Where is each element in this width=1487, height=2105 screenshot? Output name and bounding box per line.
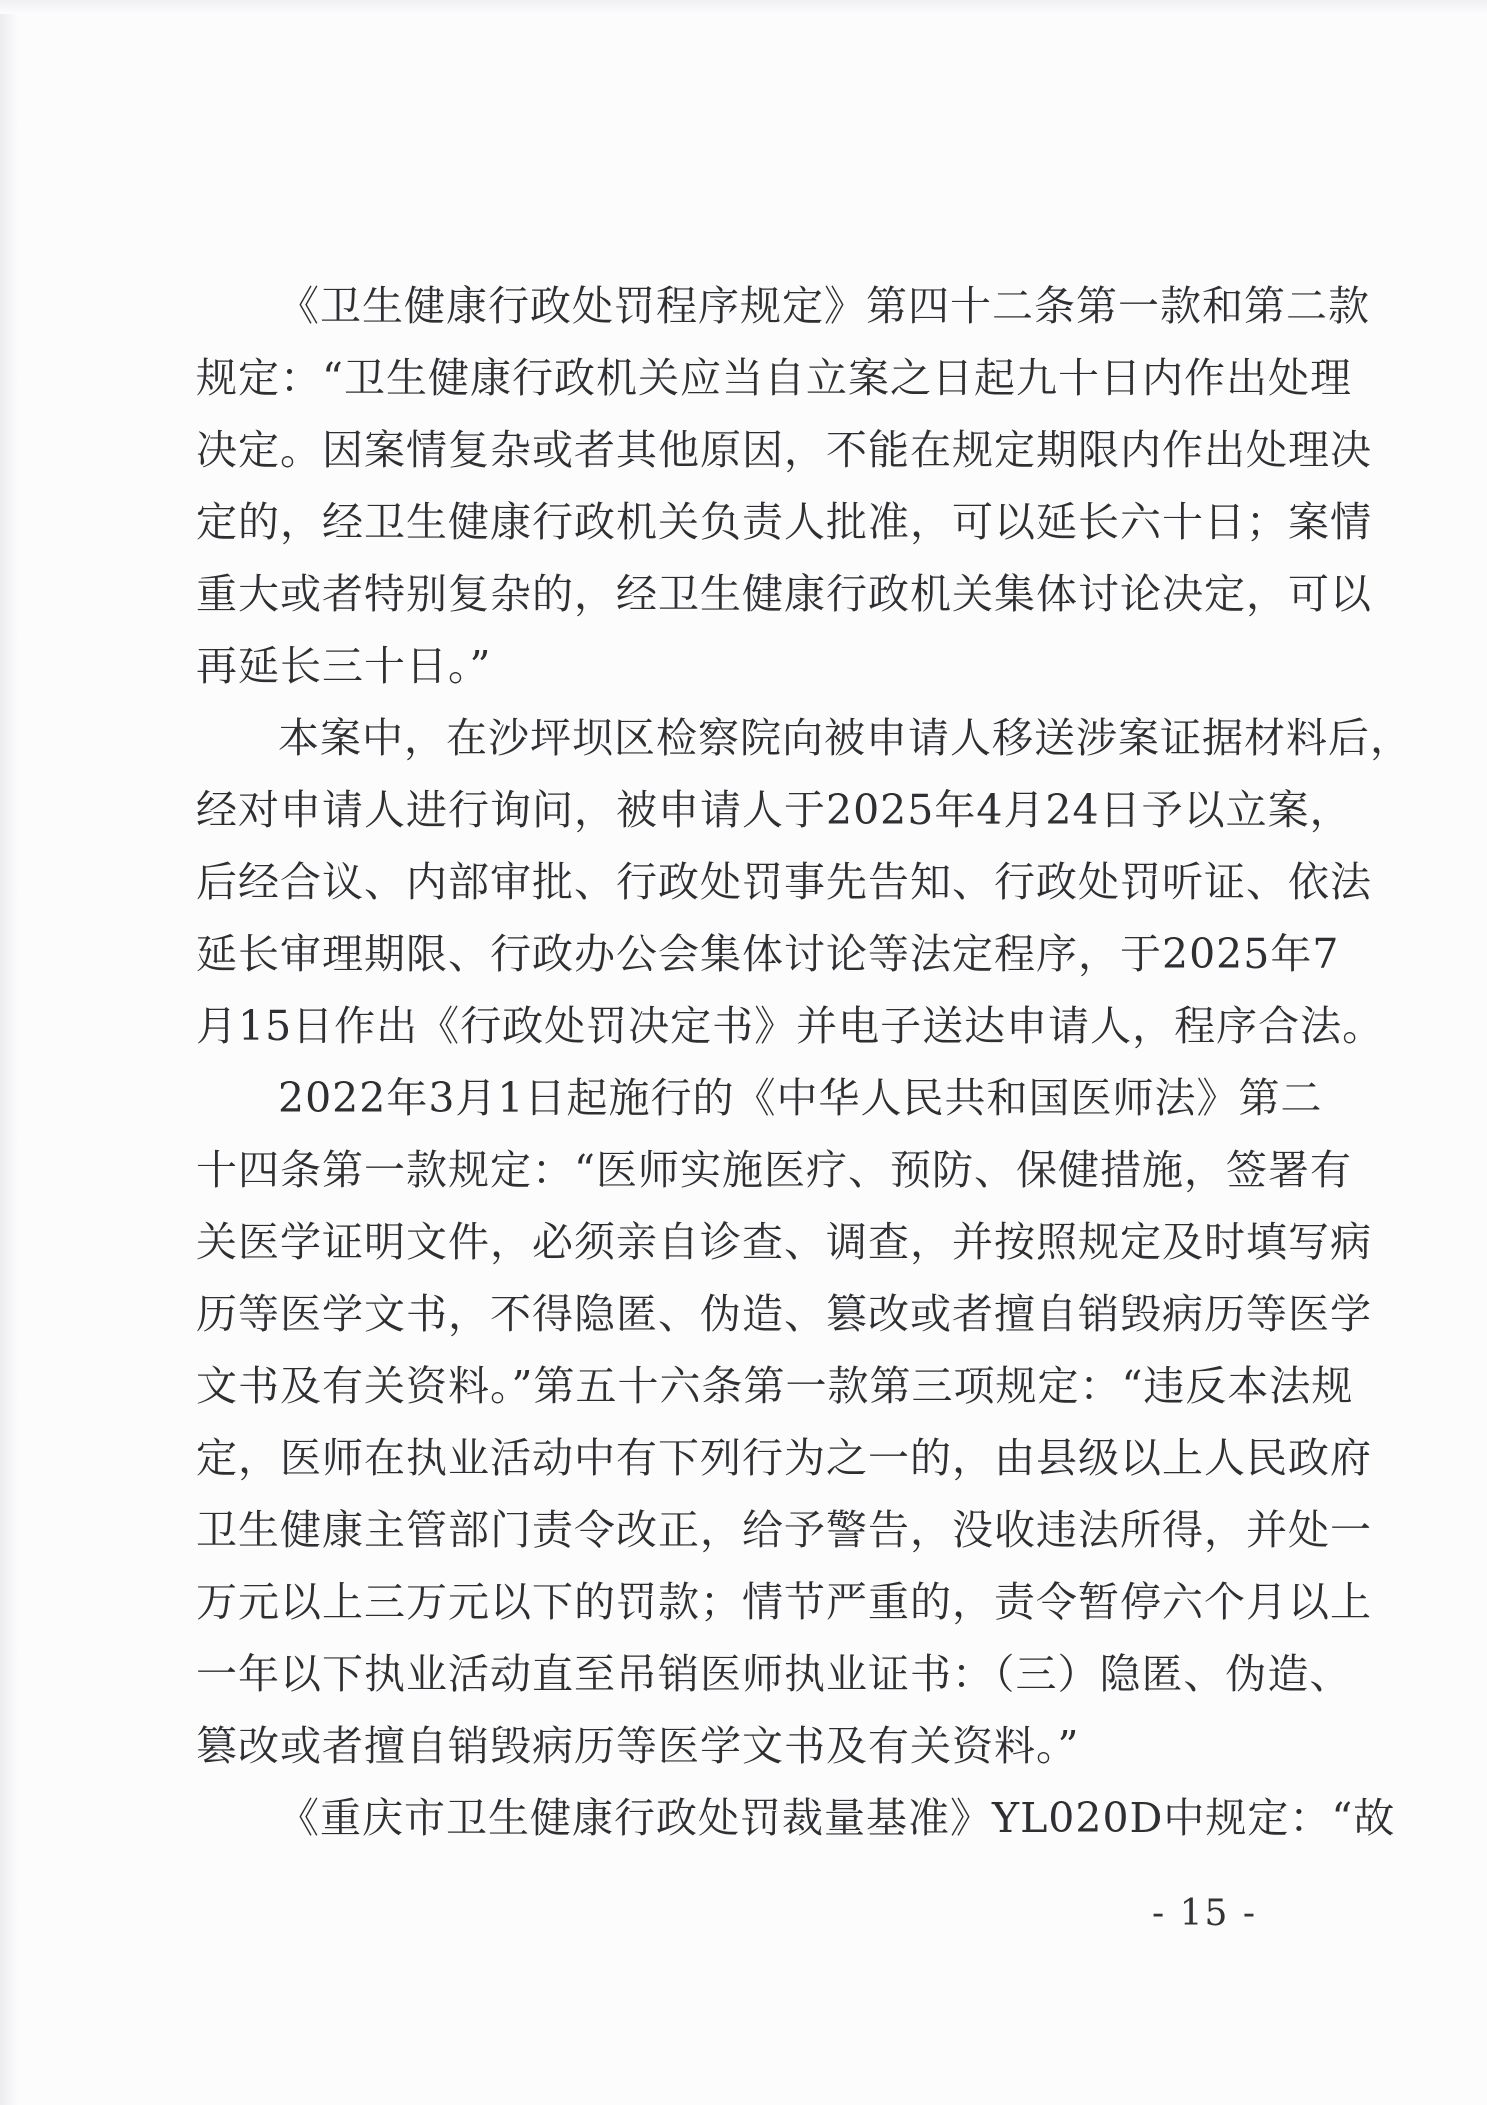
text-line: 万元以上三万元以下的罚款；情节严重的，责令暂停六个月以上: [196, 1578, 1372, 1626]
text-line: 决定。因案情复杂或者其他原因，不能在规定期限内作出处理决: [196, 426, 1372, 474]
text-line: 本案中，在沙坪坝区检察院向被申请人移送涉案证据材料后，: [278, 714, 1412, 762]
paragraph-case-procedure: [196, 702, 1412, 1062]
text-line: 定，医师在执业活动中有下列行为之一的，由县级以上人民政府: [196, 1434, 1372, 1482]
text-line: 规定：“卫生健康行政机关应当自立案之日起九十日内作出处理: [196, 354, 1352, 402]
text-line: 篡改或者擅自销毁病历等医学文书及有关资料。”: [196, 1722, 1080, 1770]
text-line: 定的，经卫生健康行政机关负责人批准，可以延长六十日；案情: [196, 498, 1372, 546]
paragraph-discretion-standard: [196, 1782, 1396, 1854]
text-line: 再延长三十日。”: [196, 642, 492, 690]
text-line: 延长审理期限、行政办公会集体讨论等法定程序，于2025年7: [196, 930, 1340, 978]
scan-shadow-top: [0, 0, 1487, 14]
text-line: 十四条第一款规定：“医师实施医疗、预防、保健措施，签署有: [196, 1146, 1352, 1194]
page-number: - 15 -: [1152, 1893, 1258, 1934]
paragraph-physician-law: [196, 1062, 1372, 1782]
text-line: 《重庆市卫生健康行政处罚裁量基准》YL020D中规定：“故: [278, 1794, 1396, 1842]
text-line: 卫生健康主管部门责令改正，给予警告，没收违法所得，并处一: [196, 1506, 1372, 1554]
text-line: 文书及有关资料。”第五十六条第一款第三项规定：“违反本法规: [196, 1362, 1354, 1410]
text-line: 历等医学文书，不得隐匿、伪造、篡改或者擅自销毁病历等医学: [196, 1290, 1372, 1338]
text-line: 一年以下执业活动直至吊销医师执业证书：（三）隐匿、伪造、: [196, 1650, 1352, 1698]
text-line: 月15日作出《行政处罚决定书》并电子送达申请人，程序合法。: [196, 1002, 1385, 1050]
text-line: 重大或者特别复杂的，经卫生健康行政机关集体讨论决定，可以: [196, 570, 1372, 618]
scan-shadow-left: [0, 0, 18, 2105]
paragraph-procedure-rule: [196, 270, 1372, 702]
text-line: 《卫生健康行政处罚程序规定》第四十二条第一款和第二款: [278, 282, 1370, 330]
document-body: [196, 270, 1412, 1854]
text-line: 关医学证明文件，必须亲自诊查、调查，并按照规定及时填写病: [196, 1218, 1372, 1266]
text-line: 2022年3月1日起施行的《中华人民共和国医师法》第二: [278, 1074, 1323, 1122]
text-line: 后经合议、内部审批、行政处罚事先告知、行政处罚听证、依法: [196, 858, 1372, 906]
text-line: 经对申请人进行询问，被申请人于2025年4月24日予以立案，: [196, 786, 1352, 834]
